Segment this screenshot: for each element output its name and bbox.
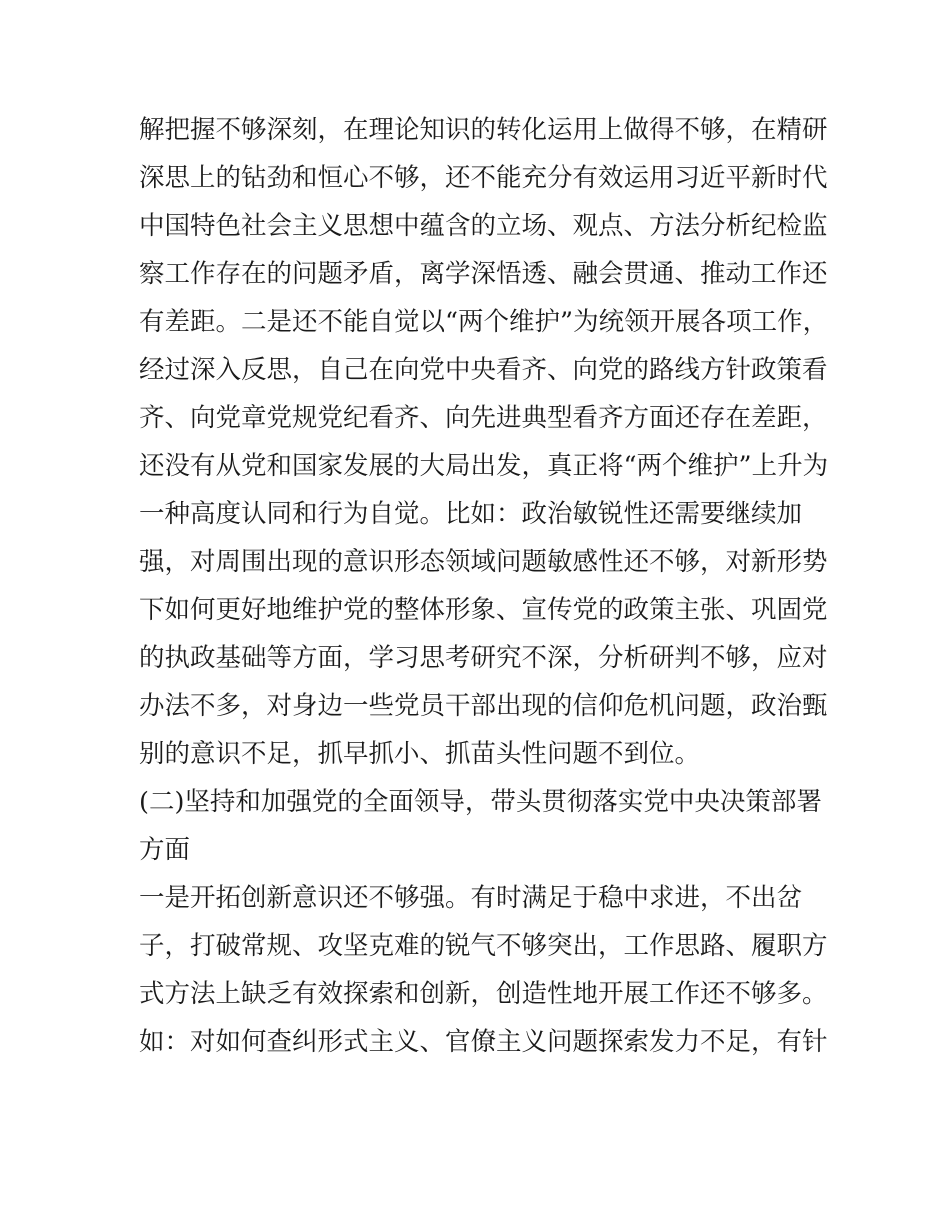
- text-line-9: 一种高度认同和行为自觉。比如：政治敏锐性还需要继续加: [139, 499, 803, 529]
- body-text: [139, 106, 829, 1066]
- text-line-13: 办法不多，对身边一些党员干部出现的信仰危机问题，政治甄: [139, 691, 828, 721]
- text-line-7: 齐、向党章党规党纪看齐、向先进典型看齐方面还存在差距，: [139, 403, 828, 433]
- text-line-12: 的执政基础等方面，学习思考研究不深，分析研判不够，应对: [139, 643, 828, 673]
- text-line-5: 有差距。二是还不能自觉以“两个维护”为统领开展各项工作，: [139, 307, 829, 337]
- text-line-20: 如：对如何查纠形式主义、官僚主义问题探索发力不足，有针: [139, 1027, 828, 1057]
- section-heading-line-1: (二)坚持和加强党的全面领导，带头贯彻落实党中央决策部署: [139, 787, 822, 817]
- section-heading-line-2: 方面: [139, 835, 191, 865]
- text-line-1: 解把握不够深刻，在理论知识的转化运用上做得不够，在精研: [139, 115, 828, 145]
- text-line-8: 还没有从党和国家发展的大局出发，真正将“两个维护”上升为: [139, 451, 829, 481]
- text-line-18: 子，打破常规、攻坚克难的锐气不够突出，工作思路、履职方: [139, 931, 828, 961]
- text-line-19: 式方法上缺乏有效探索和创新，创造性地开展工作还不够多。: [139, 979, 828, 1009]
- text-line-6: 经过深入反思，自己在向党中央看齐、向党的路线方针政策看: [139, 355, 828, 385]
- text-line-2: 深思上的钻劲和恒心不够，还不能充分有效运用习近平新时代: [139, 163, 828, 193]
- text-line-3: 中国特色社会主义思想中蕴含的立场、观点、方法分析纪检监: [139, 211, 828, 241]
- text-line-11: 下如何更好地维护党的整体形象、宣传党的政策主张、巩固党: [139, 595, 828, 625]
- text-line-17: 一是开拓创新意识还不够强。有时满足于稳中求进，不出岔: [139, 883, 803, 913]
- text-line-14: 别的意识不足，抓早抓小、抓苗头性问题不到位。: [139, 739, 701, 769]
- text-line-4: 察工作存在的问题矛盾，离学深悟透、融会贯通、推动工作还: [139, 259, 828, 289]
- text-line-10: 强，对周围出现的意识形态领域问题敏感性还不够，对新形势: [139, 547, 828, 577]
